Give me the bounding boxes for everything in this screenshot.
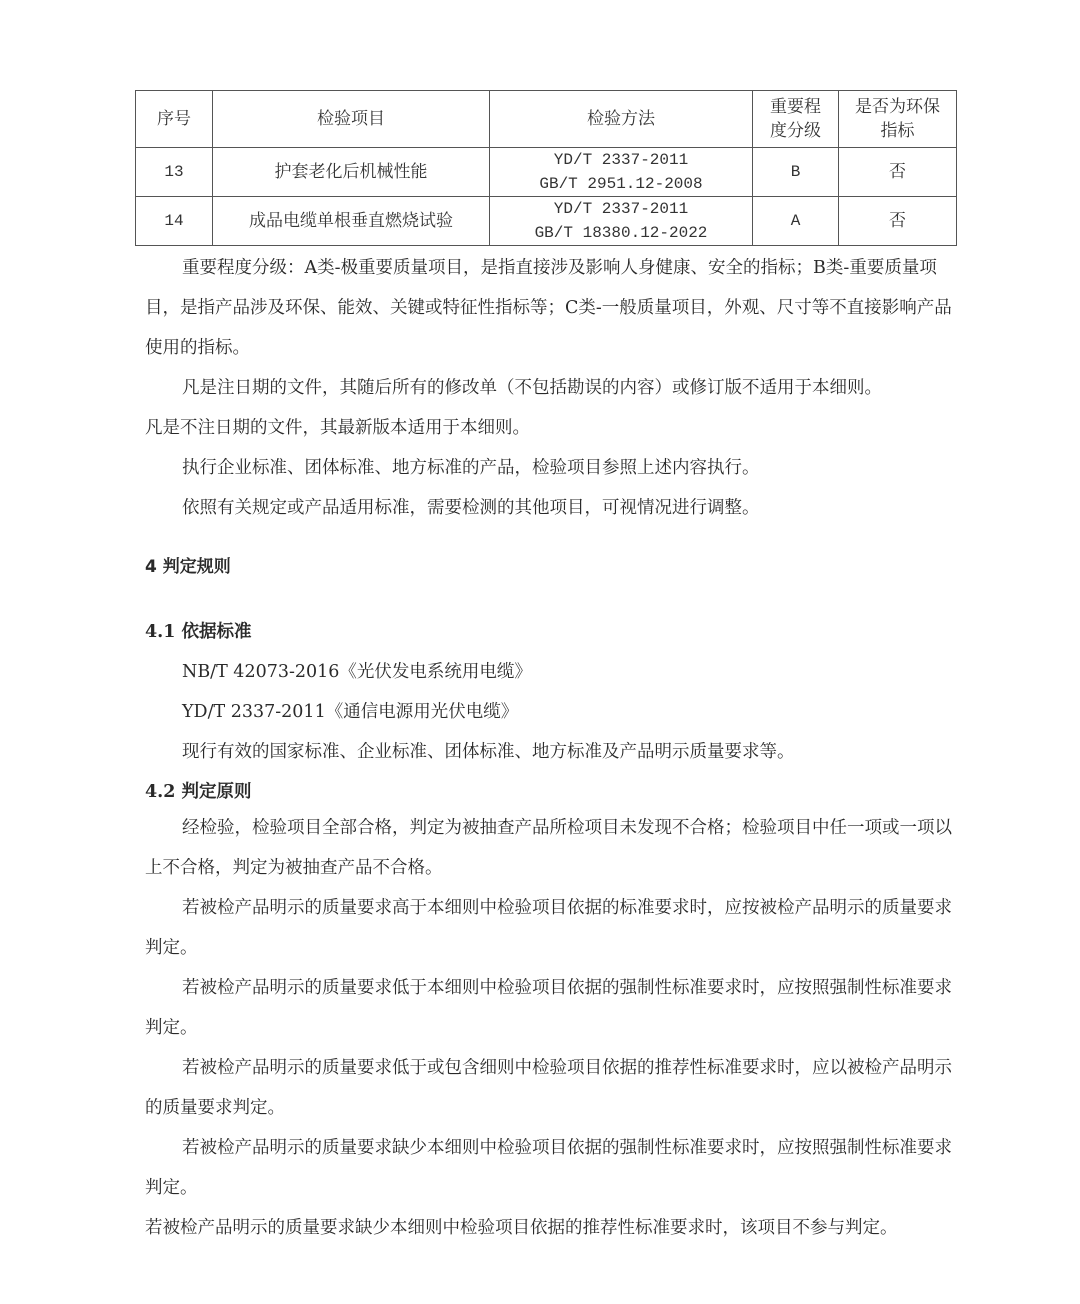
principle-paragraph: 经检验，检验项目全部合格，判定为被抽查产品所检项目未发现不合格；检验项目中任一项或一项以上不合格，判定为被抽查产品不合格。 [145,818,952,878]
undated-note: 凡是不注日期的文件，其最新版本适用于本细则。 [145,418,530,438]
section-4-2-title: 4.2 判定原则 [145,782,252,802]
row-grade: B [753,148,839,197]
row-no: 14 [136,197,213,246]
row-grade: A [753,197,839,246]
header-eco-line2: 指标 [880,121,915,141]
principle-paragraph: 若被检产品明示的质量要求高于本细则中检验项目依据的标准要求时，应按被检产品明示的质量要求判定。 [145,898,952,958]
table-row [136,197,957,246]
principle-paragraph: 若被检产品明示的质量要求缺少本细则中检验项目依据的推荐性标准要求时，该项目不参与判定。 [145,1218,898,1238]
method-line: GB/T 2951.12-2008 [539,175,703,193]
table-row [136,148,957,197]
header-importance [753,91,839,148]
grading-note: 重要程度分级：A类-极重要质量项目，是指直接涉及影响人身健康、安全的指标；B类-重要质量项目，是指产品涉及环保、能效、关键或特征性指标等；C类-一般质量项目，外观、尺寸等不直接影响产品使用的指标。 [145,258,952,358]
adjust-note: 依照有关规定或产品适用标准，需要检测的其他项目，可视情况进行调整。 [182,498,760,518]
method-line: GB/T 18380.12-2022 [534,224,708,242]
header-importance-line2: 度分级 [770,121,821,141]
principle-paragraph: 若被检产品明示的质量要求低于本细则中检验项目依据的强制性标准要求时，应按照强制性标准要求判定。 [145,978,952,1038]
header-method: 检验方法 [490,91,753,148]
row-method [490,197,753,246]
header-eco [839,91,957,148]
row-method [490,148,753,197]
header-eco-line1: 是否为环保 [855,97,940,117]
principle-paragraph: 若被检产品明示的质量要求低于或包含细则中检验项目依据的推荐性标准要求时，应以被检产品明示的质量要求判定。 [145,1058,952,1118]
standard-item: NB/T 42073-2016《光伏发电系统用电缆》 [182,662,532,682]
section-4-1-title: 4.1 依据标准 [145,622,252,642]
row-eco: 否 [839,197,957,246]
table-header-row [136,91,957,148]
method-line: YD/T 2337-2011 [553,151,689,169]
section-4-title: 4 判定规则 [145,557,231,577]
row-eco: 否 [839,148,957,197]
inspection-items-table [135,90,957,246]
row-item: 护套老化后机械性能 [213,148,490,197]
dated-note: 凡是注日期的文件，其随后所有的修改单（不包括勘误的内容）或修订版不适用于本细则。 [182,378,882,398]
principle-paragraph: 若被检产品明示的质量要求缺少本细则中检验项目依据的强制性标准要求时，应按照强制性标准要求判定。 [145,1138,952,1198]
row-no: 13 [136,148,213,197]
standard-item: YD/T 2337-2011《通信电源用光伏电缆》 [182,702,519,722]
method-line: YD/T 2337-2011 [553,200,689,218]
enterprise-note: 执行企业标准、团体标准、地方标准的产品，检验项目参照上述内容执行。 [182,458,760,478]
header-importance-line1: 重要程 [770,97,821,117]
standard-item: 现行有效的国家标准、企业标准、团体标准、地方标准及产品明示质量要求等。 [182,742,795,762]
row-item: 成品电缆单根垂直燃烧试验 [213,197,490,246]
header-no: 序号 [136,91,213,148]
header-item: 检验项目 [213,91,490,148]
